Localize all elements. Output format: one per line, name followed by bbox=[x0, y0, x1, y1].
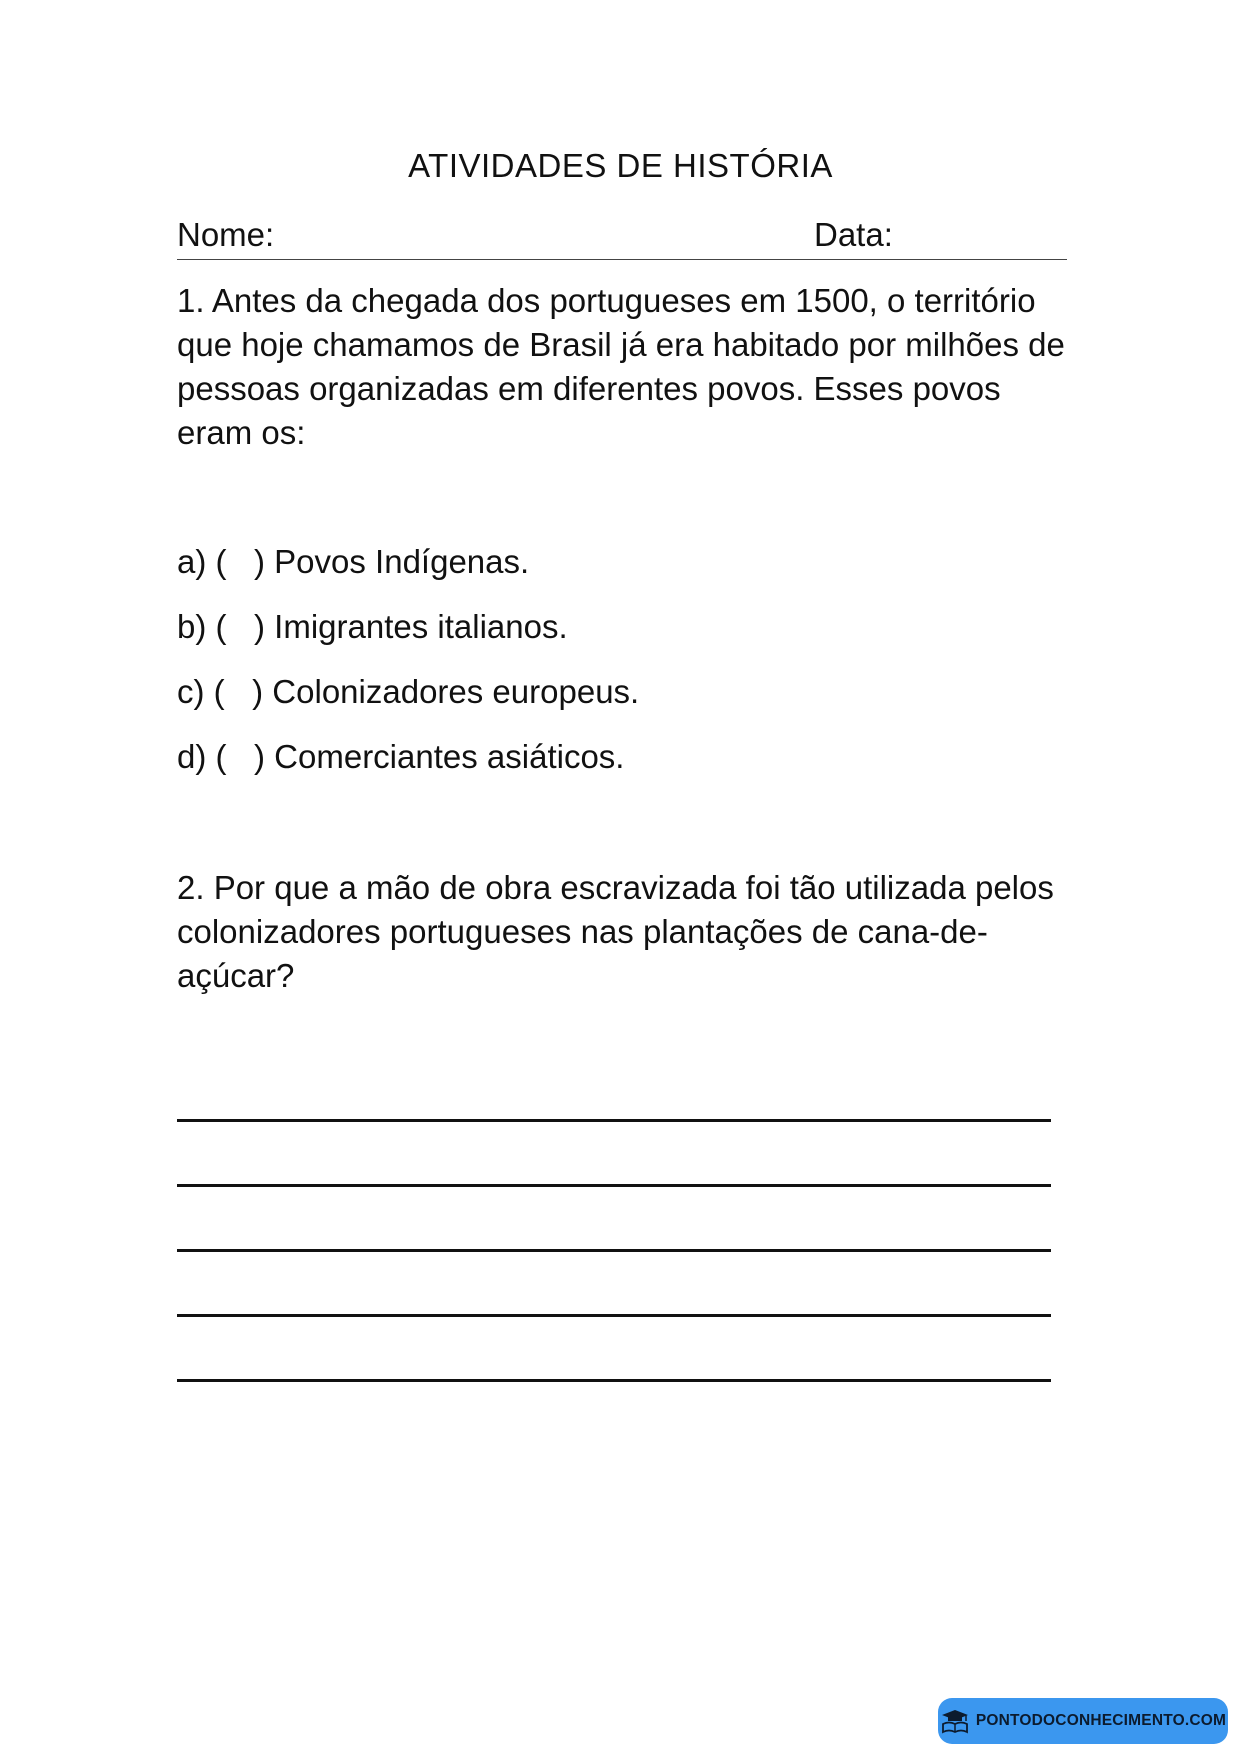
answer-line[interactable] bbox=[177, 1249, 1051, 1252]
watermark-text: PONTODOCONHECIMENTO.COM bbox=[975, 1712, 1227, 1729]
option-b: b) ( ) Imigrantes italianos. bbox=[177, 608, 568, 645]
answer-line[interactable] bbox=[177, 1184, 1051, 1187]
option-a: a) ( ) Povos Indígenas. bbox=[177, 543, 530, 580]
graduation-book-icon bbox=[940, 1708, 970, 1734]
option-c: c) ( ) Colonizadores europeus. bbox=[177, 673, 640, 710]
header-row bbox=[177, 213, 1067, 260]
page-title: ATIVIDADES DE HISTÓRIA bbox=[408, 147, 833, 184]
answer-line[interactable] bbox=[177, 1379, 1051, 1382]
answer-line[interactable] bbox=[177, 1119, 1051, 1122]
name-label: Nome: bbox=[177, 216, 275, 253]
option-d: d) ( ) Comerciantes asiáticos. bbox=[177, 738, 625, 775]
watermark-badge bbox=[938, 1698, 1228, 1744]
date-label: Data: bbox=[814, 216, 893, 253]
question-1-text: 1. Antes da chegada dos portugueses em 1500, o território que hoje chamamos de Brasil já era habitado por milhões de pessoas organizadas em diferentes povos. Esses povos eram os: bbox=[177, 282, 1065, 451]
answer-line[interactable] bbox=[177, 1314, 1051, 1317]
question-2-text: 2. Por que a mão de obra escravizada foi tão utilizada pelos colonizadores portugueses nas plantações de cana-de-açúcar? bbox=[177, 869, 1054, 994]
